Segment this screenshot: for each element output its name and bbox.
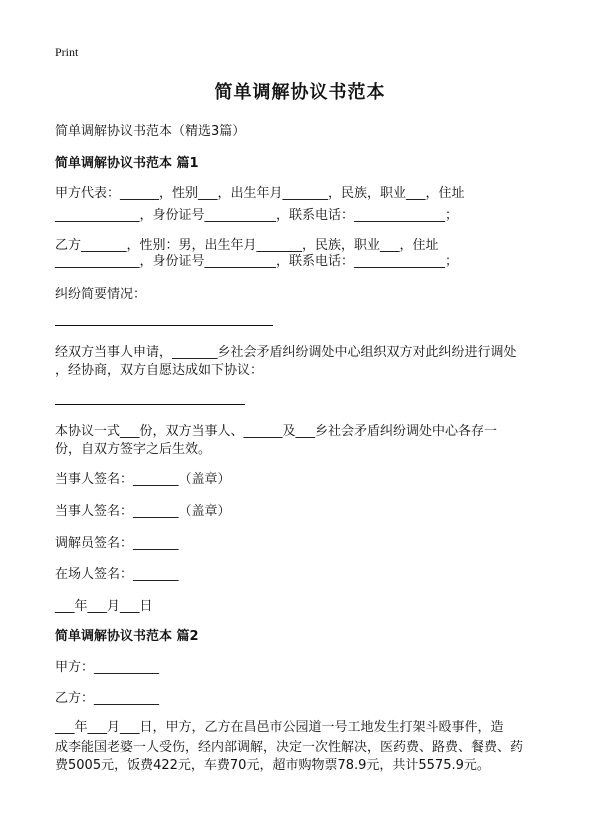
party-b-line2: _____________，身份证号___________，联系电话：______________； <box>55 254 459 269</box>
section2-heading: 简单调解协议书范本 篇2 <box>55 629 199 644</box>
mediation-line1: 经双方当事人申请，_______乡社会矛盾纠纷调处中心组织双方对此纠纷进行调处 <box>55 345 517 360</box>
witness-signature: 在场人签名：_______ <box>55 567 179 582</box>
section2-body-line2: 成李能国老婆一人受伤，经内部调解，决定一次性解决，医药费、路费、餐费、药 <box>55 740 524 755</box>
section1-heading: 简单调解协议书范本 篇1 <box>55 156 199 171</box>
document-subtitle: 简单调解协议书范本（精选3篇） <box>55 124 246 139</box>
print-label[interactable]: Print <box>55 45 79 59</box>
section2-party-b: 乙方：__________ <box>55 691 160 706</box>
section2-body-line1: ___年___月___日，甲方，乙方在昌邑市公园道一号工地发生打架斗殴事件，造 <box>55 720 504 735</box>
dispute-blank-line <box>55 325 273 326</box>
party-a-line2: _____________，身份证号___________，联系电话：______________； <box>55 208 459 223</box>
copies-line1: 本协议一式___份，双方当事人、______及___乡社会矛盾纠纷调处中心各存一 <box>55 424 498 439</box>
section2-party-a: 甲方：__________ <box>55 660 160 675</box>
agreement-blank-line <box>55 404 245 405</box>
document-title: 简单调解协议书范本 <box>214 82 386 103</box>
copies-line2: 份，自双方签字之后生效。 <box>55 442 212 457</box>
mediation-line2: ，经协商，双方自愿达成如下协议： <box>55 363 264 378</box>
signing-date: ___年___月___日 <box>55 599 153 614</box>
party-a-line1: 甲方代表：______，性别___，出生年月_______，民族，职业___，住址 <box>55 186 465 201</box>
party-signature-1: 当事人签名：_______（盖章） <box>55 472 231 487</box>
dispute-label: 纠纷简要情况： <box>55 287 147 302</box>
mediator-signature: 调解员签名：_______ <box>55 536 179 551</box>
section2-body-line3: 费5005元，饭费422元，车费70元，超市购物票78.9元，共计5575.9元。 <box>55 758 490 773</box>
party-b-line1: 乙方_______，性别：男，出生年月_______，民族，职业___，住址 <box>55 238 439 253</box>
party-signature-2: 当事人签名：_______（盖章） <box>55 504 231 519</box>
